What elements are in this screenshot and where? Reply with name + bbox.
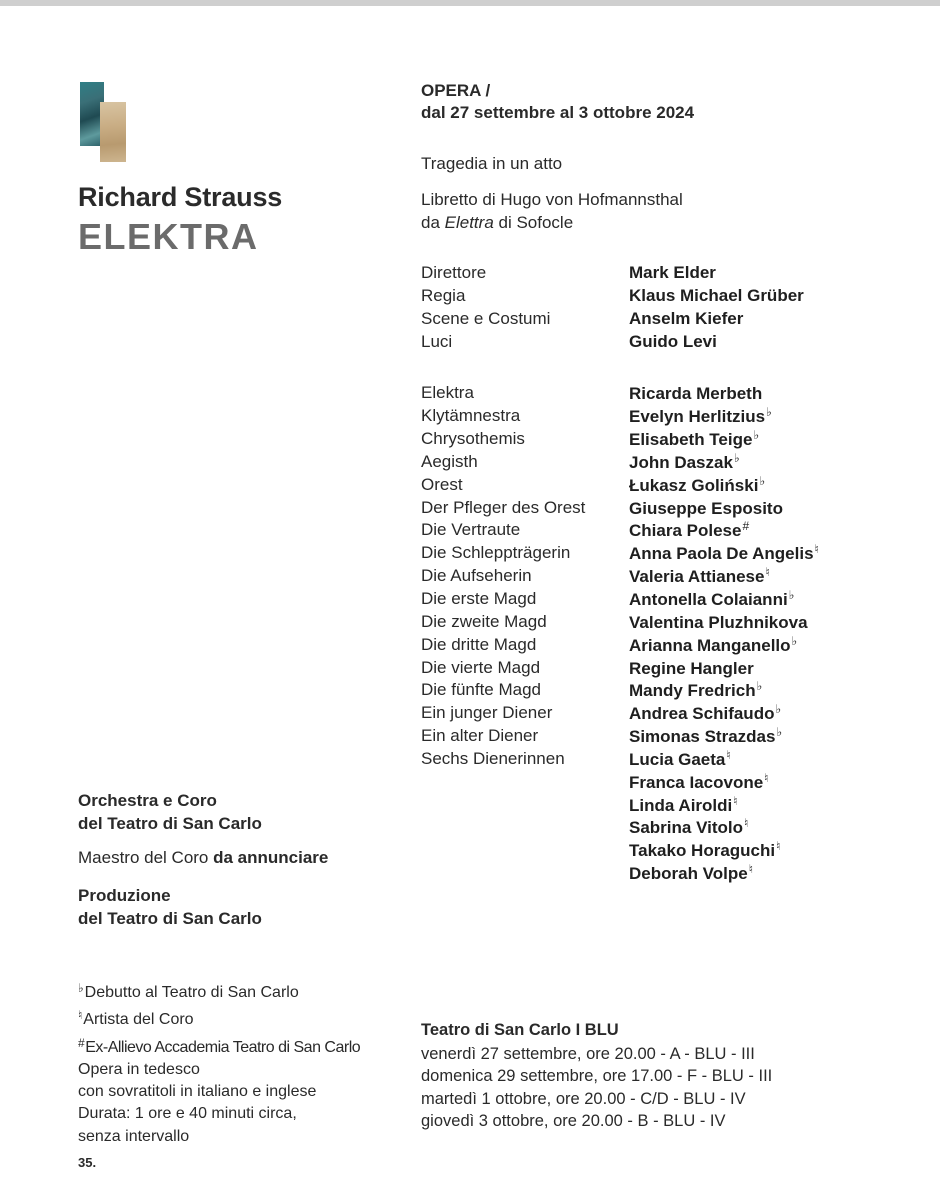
cast-row: [421, 382, 901, 405]
cast-name: [629, 611, 809, 633]
cast-mark: ♮: [744, 816, 749, 831]
artwork-thumbnail: [80, 82, 126, 162]
production-line1: Produzione: [78, 886, 171, 905]
natural-symbol: ♮: [78, 1008, 83, 1023]
performance-item: martedì 1 ottobre, ore 20.00 - C/D - BLU - IV: [421, 1089, 746, 1108]
top-divider: [0, 0, 940, 6]
cast-name-text: Valeria Attianese: [629, 567, 765, 587]
cast-row: [421, 862, 901, 885]
chorus-master-label: Maestro del Coro: [78, 848, 214, 867]
sharp-symbol: #: [78, 1035, 85, 1050]
cast-name: [629, 748, 731, 770]
cast-row: [421, 588, 901, 611]
cast-mark: ♭: [766, 405, 772, 420]
composer-name: Richard Strauss: [78, 182, 283, 212]
cast-name-text: Ricarda Merbeth: [629, 384, 763, 404]
creative-role: Scene e Costumi: [421, 309, 551, 329]
orchestra-line1: Orchestra e Coro: [78, 791, 217, 810]
production-line2: del Teatro di San Carlo: [78, 909, 262, 928]
cast-name: [629, 451, 740, 473]
creative-row: [421, 285, 901, 308]
language-line1: Opera in tedesco: [78, 1060, 200, 1078]
artwork-panel-beige: [100, 102, 126, 162]
libretto-source-author: di Sofocle: [493, 213, 574, 232]
cast-role: Der Pfleger des Orest: [421, 497, 586, 517]
cast-name-text: Chiara Polese: [629, 521, 742, 541]
legend-chorus-text: Artista del Coro: [83, 1011, 194, 1029]
cast-row: [421, 748, 901, 771]
cast-mark: ♭: [775, 702, 782, 717]
cast-mark: ♭: [788, 588, 795, 603]
legend-academy-text: Ex-Allievo Accademia Teatro di San Carlo: [85, 1038, 361, 1056]
creative-row: [421, 262, 901, 285]
legend: [78, 977, 360, 1148]
cast-role: Elektra: [421, 383, 474, 403]
cast-row: [421, 656, 901, 679]
cast-role: Die zweite Magd: [421, 611, 547, 631]
libretto-source: [421, 213, 573, 233]
cast-name-text: Anna Paola De Angelis: [629, 544, 814, 564]
chorus-master-value: da annunciare: [213, 848, 329, 867]
cast-role: Die fünfte Magd: [421, 680, 542, 700]
cast-mark: #: [742, 519, 750, 534]
cast-mark: ♭: [776, 725, 783, 740]
cast-name: [629, 519, 749, 541]
cast-name-text: Arianna Manganello: [629, 635, 791, 655]
venue-heading: Teatro di San Carlo I BLU: [421, 1021, 619, 1039]
creative-role: Regia: [421, 286, 466, 306]
cast-mark: ♮: [764, 770, 769, 785]
cast-name-text: Regine Hangler: [629, 658, 754, 678]
cast-name-text: Mandy Fredrich: [629, 681, 756, 701]
chorus-master: [78, 848, 328, 868]
cast-mark: ♮: [748, 862, 753, 877]
category-label: OPERA /: [421, 81, 491, 100]
language-line2: con sovratitoli in italiano e inglese: [78, 1083, 317, 1101]
orchestra-credit: [78, 789, 262, 835]
cast-name-text: Franca Iacovone: [629, 772, 764, 792]
cast-role: Die Vertraute: [421, 520, 521, 540]
orchestra-line2: del Teatro di San Carlo: [78, 814, 262, 833]
cast-row: [421, 565, 901, 588]
cast-role: Die Aufseherin: [421, 566, 532, 586]
creative-team-table: [421, 262, 901, 353]
cast-row: [421, 496, 901, 519]
creative-name: Anselm Kiefer: [629, 309, 744, 329]
cast-name-text: Sabrina Vitolo: [629, 818, 743, 838]
cast-row: [421, 451, 901, 474]
cast-row: [421, 770, 901, 793]
libretto-da: da: [421, 213, 445, 232]
cast-name-text: Linda Airoldi: [629, 795, 733, 815]
cast-name-text: Valentina Pluzhnikova: [629, 612, 808, 632]
cast-mark: ♭: [791, 633, 798, 648]
cast-name: [629, 497, 784, 519]
cast-role: Orest: [421, 474, 463, 494]
cast-name: [629, 474, 765, 496]
cast-mark: ♮: [814, 542, 819, 557]
cast-role: Die erste Magd: [421, 589, 537, 609]
cast-role: Die Schleppträgerin: [421, 543, 571, 563]
legend-chorus: [78, 1004, 360, 1031]
page-number: 35.: [78, 1155, 97, 1170]
cast-name: [629, 542, 819, 564]
cast-row: [421, 816, 901, 839]
cast-name: [629, 794, 738, 816]
cast-name-text: Giuseppe Esposito: [629, 498, 783, 518]
creative-row: [421, 308, 901, 331]
libretto-source-title: Elettra: [444, 213, 494, 232]
creative-name: Guido Levi: [629, 331, 717, 351]
cast-name: [629, 725, 782, 747]
cast-name: [629, 816, 748, 838]
cast-name: [629, 702, 781, 724]
cast-name-text: Antonella Colaianni: [629, 590, 788, 610]
legend-academy: [78, 1032, 360, 1059]
creative-name: Mark Elder: [629, 263, 716, 283]
cast-mark: ♭: [753, 428, 760, 443]
cast-name-text: Takako Horaguchi: [629, 841, 776, 861]
cast-name-text: Lucia Gaeta: [629, 749, 726, 769]
genre: Tragedia in un atto: [421, 154, 563, 173]
legend-debut-text: Debutto al Teatro di San Carlo: [84, 984, 299, 1001]
cast-name: [629, 657, 755, 679]
cast-name-text: Elisabeth Teige: [629, 430, 753, 450]
performance-item: venerdì 27 settembre, ore 20.00 - A - BLU - III: [421, 1045, 755, 1063]
performance-list: [421, 1043, 772, 1132]
run-dates: dal 27 settembre al 3 ottobre 2024: [421, 103, 695, 122]
duration-line2: senza intervallo: [78, 1127, 190, 1145]
cast-mark: ♭: [756, 679, 763, 694]
cast-role: Ein junger Diener: [421, 703, 553, 723]
cast-name: [629, 839, 780, 861]
cast-row: [421, 793, 901, 816]
libretto-credit: Libretto di Hugo von Hofmannsthal: [421, 190, 683, 209]
cast-row: [421, 679, 901, 702]
cast-row: [421, 702, 901, 725]
duration-line1: Durata: 1 ore e 40 minuti circa,: [78, 1105, 297, 1123]
cast-mark: ♮: [765, 565, 770, 580]
creative-role: Luci: [421, 331, 453, 351]
cast-row: [421, 633, 901, 656]
cast-row: [421, 428, 901, 451]
performance-item: domenica 29 settembre, ore 17.00 - F - BLU - III: [421, 1067, 773, 1086]
cast-name: [629, 428, 759, 450]
cast-name: [629, 405, 772, 427]
flat-symbol: ♭: [78, 981, 84, 995]
production-credit: [78, 884, 262, 930]
creative-row: [421, 331, 901, 354]
cast-role: Ein alter Diener: [421, 726, 539, 746]
cast-row: [421, 519, 901, 542]
creative-role: Direttore: [421, 263, 487, 283]
cast-name-text: John Daszak: [629, 452, 733, 472]
cast-row: [421, 839, 901, 862]
cast-row: [421, 405, 901, 428]
opera-title: ELEKTRA: [78, 216, 259, 257]
legend-debut: [78, 977, 360, 1004]
cast-name-text: Łukasz Goliński: [629, 475, 759, 495]
cast-mark: ♭: [759, 473, 766, 488]
cast-role: Chrysothemis: [421, 429, 525, 449]
performance-item: giovedì 3 ottobre, ore 20.00 - B - BLU - IV: [421, 1111, 726, 1130]
cast-name-text: Simonas Strazdas: [629, 727, 776, 747]
cast-name: [629, 771, 768, 793]
cast-row: [421, 473, 901, 496]
cast-role: Klytämnestra: [421, 406, 521, 426]
cast-table: [421, 382, 901, 885]
cast-role: Die dritte Magd: [421, 634, 537, 654]
cast-mark: ♭: [733, 450, 740, 465]
cast-name-text: Andrea Schifaudo: [629, 704, 775, 724]
cast-role: Die vierte Magd: [421, 657, 541, 677]
cast-role: Sechs Dienerinnen: [421, 748, 565, 768]
cast-row: [421, 542, 901, 565]
cast-row: [421, 725, 901, 748]
cast-row: [421, 610, 901, 633]
cast-role: Aegisth: [421, 451, 478, 471]
cast-mark: ♮: [733, 793, 738, 808]
cast-name: [629, 565, 770, 587]
cast-name: [629, 382, 763, 404]
cast-name: [629, 634, 797, 656]
cast-name-text: Evelyn Herlitzius: [629, 407, 766, 427]
cast-name-text: Deborah Volpe: [629, 864, 748, 884]
cast-mark: ♮: [776, 839, 781, 854]
cast-mark: ♮: [726, 747, 731, 762]
cast-name: [629, 862, 753, 884]
cast-name: [629, 588, 794, 610]
cast-name: [629, 679, 762, 701]
creative-name: Klaus Michael Grüber: [629, 286, 804, 306]
